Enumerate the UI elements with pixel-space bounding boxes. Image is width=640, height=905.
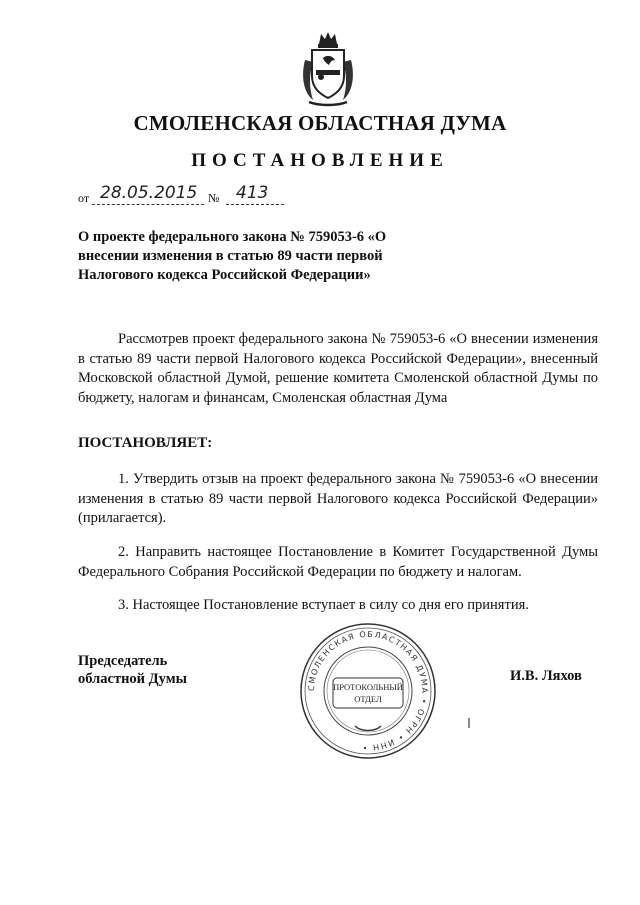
document-type: ПОСТАНОВЛЕНИЕ [191, 150, 449, 171]
from-label: от [78, 191, 90, 205]
signatory-name: И.В. Ляхов [510, 668, 582, 684]
document-date: 28.05.2015 [100, 183, 198, 203]
resolves-heading: ПОСТАНОВЛЯЕТ: [78, 435, 213, 451]
date-underline [92, 204, 204, 205]
official-seal-stamp [299, 622, 437, 760]
seal-center-line1: ПРОТОКОЛЬНЫЙ [333, 682, 403, 692]
seal-ring-text: СМОЛЕНСКАЯ ОБЛАСТНАЯ ДУМА • ОГРН • ИНН • [306, 629, 430, 753]
number-underline [226, 204, 284, 205]
resolution-item-1: 1. Утвердить отзыв на проект федерального закона № 759053-6 «О внесении изменения в статью 89 части первой Налогового кодекса Российской Федерации» (прилагается). [78, 471, 598, 526]
organization-title: СМОЛЕНСКАЯ ОБЛАСТНАЯ ДУМА [133, 111, 507, 135]
scan-mark [468, 718, 470, 728]
resolution-item-3: 3. Настоящее Постановление вступает в силу со дня его принятия. [118, 597, 529, 613]
document-number: 413 [236, 183, 269, 203]
seal-center-line2: ОТДЕЛ [354, 694, 382, 704]
intro-paragraph: Рассмотрев проект федерального закона № 759053-6 «О внесении изменения в статью 89 части первой Налогового кодекса Российской Федерации», внесенный Московской областной Думой, решение комитета Смоленской областной Думы по бюджету, налогам и финансам, Смоленская областная Дума [78, 331, 598, 406]
number-label: № [208, 191, 220, 205]
resolution-item-2: 2. Направить настоящее Постановление в Комитет Государственной Думы Федерального Собрания Российской Федерации по бюджету и налогам. [78, 544, 598, 580]
document-subject: О проекте федерального закона № 759053-6 «О внесении изменения в статью 89 части первой Налогового кодекса Российской Федерации» [78, 229, 387, 283]
smolensk-coat-of-arms-icon [299, 30, 357, 108]
signatory-position: Председатель областной Думы [78, 653, 187, 687]
date-number-line [78, 185, 308, 209]
